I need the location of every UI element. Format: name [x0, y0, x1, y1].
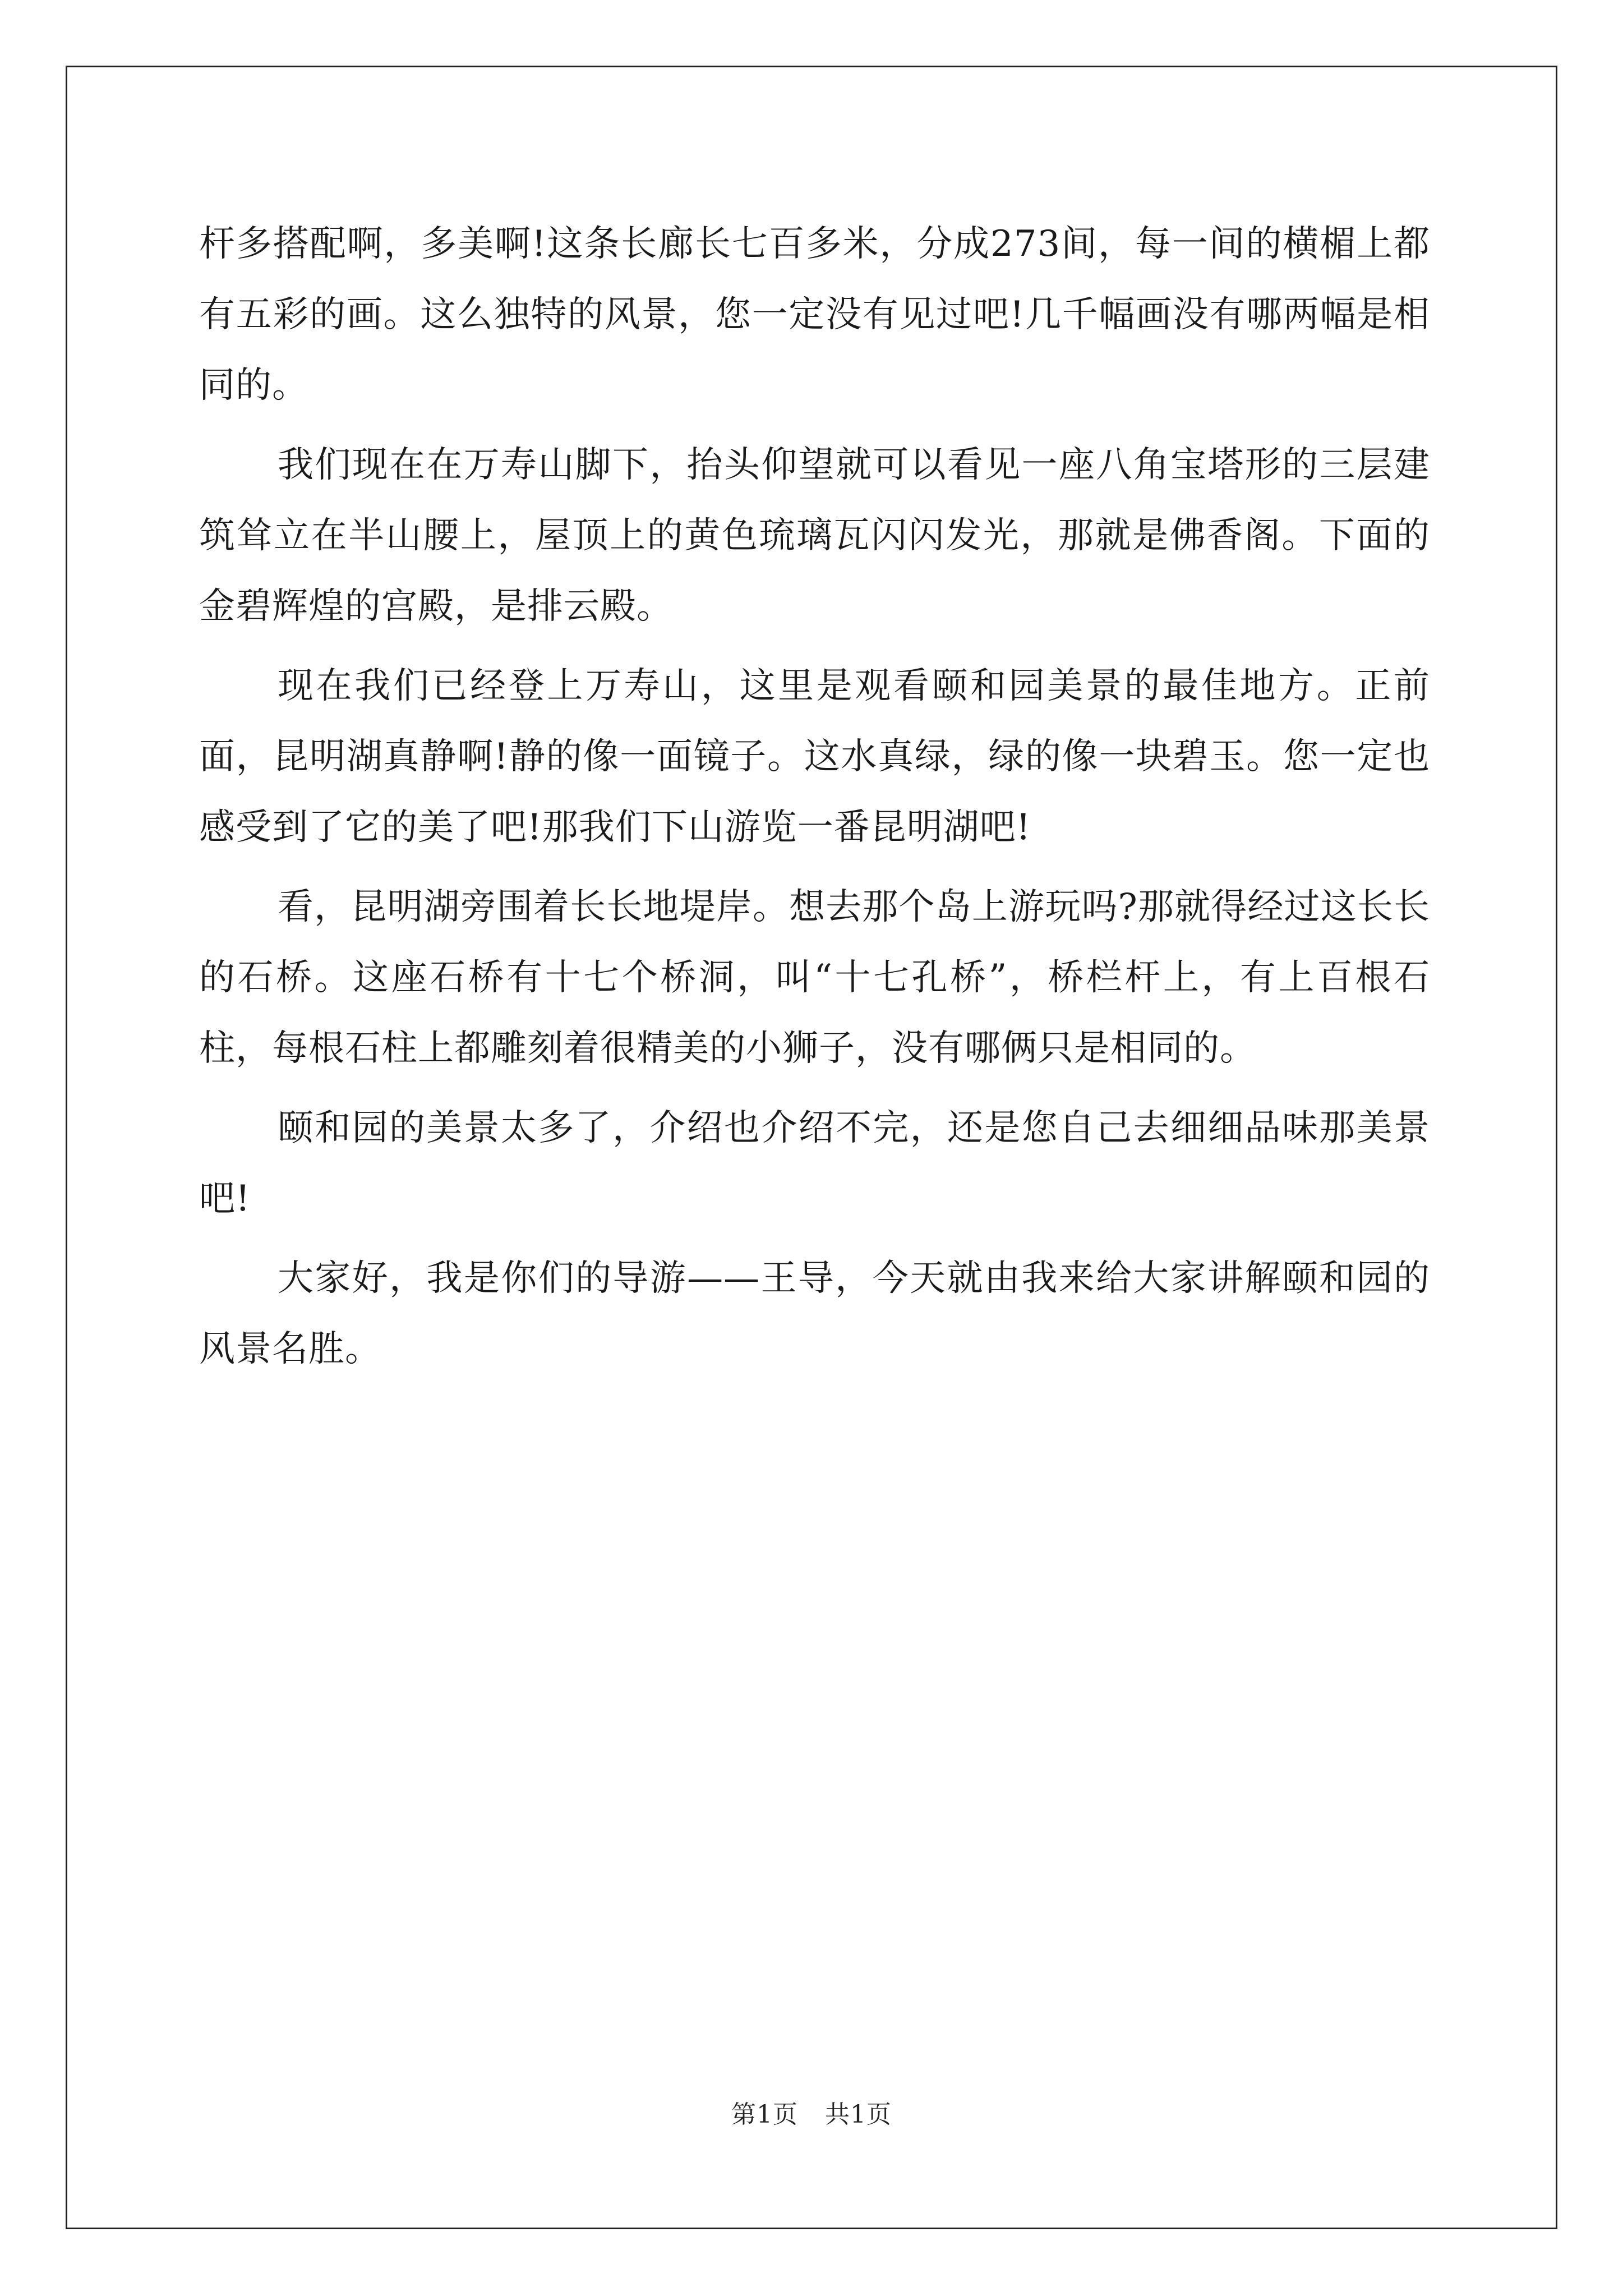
- page-footer: [0, 2098, 1623, 2132]
- document-body: [199, 209, 1430, 1393]
- paragraph-4: 看，昆明湖旁围着长长地堤岸。想去那个岛上游玩吗?那就得经过这长长的石桥。这座石桥有十七个桥洞，叫“十七孔桥”，桥栏杆上，有上百根石柱，每根石柱上都雕刻着很精美的小狮子，没有哪俩只是相同的。: [199, 886, 1430, 1069]
- paragraph-1: 杆多搭配啊，多美啊!这条长廊长七百多米，分成273间，每一间的横楣上都有五彩的画。这么独特的风景，您一定没有见过吧!几千幅画没有哪两幅是相同的。: [199, 223, 1430, 406]
- paragraph-2: 我们现在在万寿山脚下，抬头仰望就可以看见一座八角宝塔形的三层建筑耸立在半山腰上，屋顶上的黄色琉璃瓦闪闪发光，那就是佛香阁。下面的金碧辉煌的宫殿，是排云殿。: [199, 444, 1430, 627]
- paragraph-5: 颐和园的美景太多了，介绍也介绍不完，还是您自己去细细品味那美景吧!: [199, 1107, 1430, 1220]
- paragraph-6: 大家好，我是你们的导游——王导，今天就由我来给大家讲解颐和园的风景名胜。: [199, 1258, 1430, 1370]
- paragraph-3: 现在我们已经登上万寿山，这里是观看颐和园美景的最佳地方。正前面，昆明湖真静啊!静的像一面镜子。这水真绿，绿的像一块碧玉。您一定也感受到了它的美了吧!那我们下山游览一番昆明湖吧!: [199, 665, 1430, 848]
- page-number: 第1页: [731, 2100, 798, 2129]
- page-total: 共1页: [825, 2100, 892, 2129]
